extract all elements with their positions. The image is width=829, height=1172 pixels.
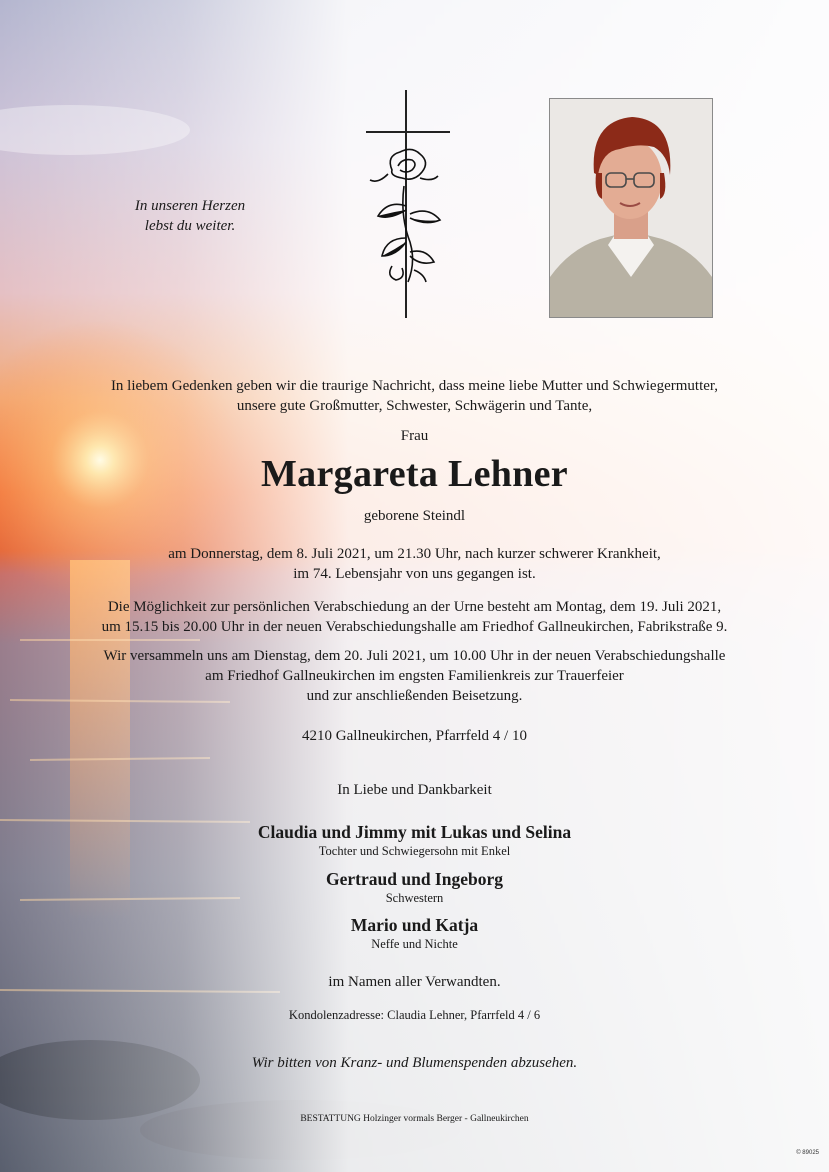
intro-text (0, 376, 829, 416)
farewell-line: um 15.15 bis 20.00 Uhr in der neuen Verabschiedungshalle am Friedhof Gallneukirchen, Fabrikstraße 9. (101, 619, 728, 635)
portrait-photo (549, 98, 713, 318)
home-address: 4210 Gallneukirchen, Pfarrfeld 4 / 10 (302, 728, 527, 744)
salutation: Frau (400, 428, 429, 444)
motto (100, 196, 280, 236)
intro-line: In liebem Gedenken geben wir die traurige Nachricht, dass meine liebe Mutter und Schwiegermutter, (110, 378, 719, 394)
cross-with-rose-icon (362, 88, 454, 320)
mourner-names: Gertraud und Ingeborg (326, 869, 503, 889)
ceremony-line: und zur anschließenden Beisetzung. (306, 688, 523, 704)
ceremony-line: Wir versammeln uns am Dienstag, dem 20. Juli 2021, um 10.00 Uhr in der neuen Verabschiedungshalle (103, 648, 726, 664)
ceremony-info (0, 646, 829, 706)
maiden-name: geborene Steindl (363, 508, 466, 524)
ceremony-line: am Friedhof Gallneukirchen im engsten Familienkreis zur Trauerfeier (205, 668, 624, 684)
death-announcement (0, 544, 829, 584)
intro-line: unsere gute Großmutter, Schwester, Schwägerin und Tante, (236, 398, 593, 414)
death-line: im 74. Lebensjahr von uns gegangen ist. (293, 566, 536, 582)
mourner-names: Mario und Katja (350, 915, 479, 935)
flower-request: Wir bitten von Kranz- und Blumenspenden abzusehen. (251, 1055, 578, 1071)
mourner-names: Claudia und Jimmy mit Lukas und Selina (257, 822, 572, 842)
mourner-relation: Schwestern (385, 891, 444, 905)
closing-phrase: In Liebe und Dankbarkeit (337, 782, 492, 798)
motto-line: lebst du weiter. (144, 218, 236, 234)
mourner-relation: Neffe und Nichte (371, 937, 458, 951)
deceased-name: Margareta Lehner (261, 453, 568, 495)
relatives-line: im Namen aller Verwandten. (328, 974, 501, 990)
farewell-info (0, 597, 829, 637)
death-line: am Donnerstag, dem 8. Juli 2021, um 21.30 Uhr, nach kurzer schwerer Krankheit, (168, 546, 661, 562)
undertaker-footer: BESTATTUNG Holzinger vormals Berger - Gallneukirchen (300, 1114, 529, 1124)
mourner-relation: Tochter und Schwiegersohn mit Enkel (318, 844, 511, 858)
motto-line: In unseren Herzen (134, 198, 246, 214)
farewell-line: Die Möglichkeit zur persönlichen Verabschiedung an der Urne besteht am Montag, dem 19. Juli 2021, (107, 599, 722, 615)
condolence-address: Kondolenzadresse: Claudia Lehner, Pfarrfeld 4 / 6 (288, 1008, 541, 1022)
copyright-mark: © 89025 (796, 1150, 819, 1156)
